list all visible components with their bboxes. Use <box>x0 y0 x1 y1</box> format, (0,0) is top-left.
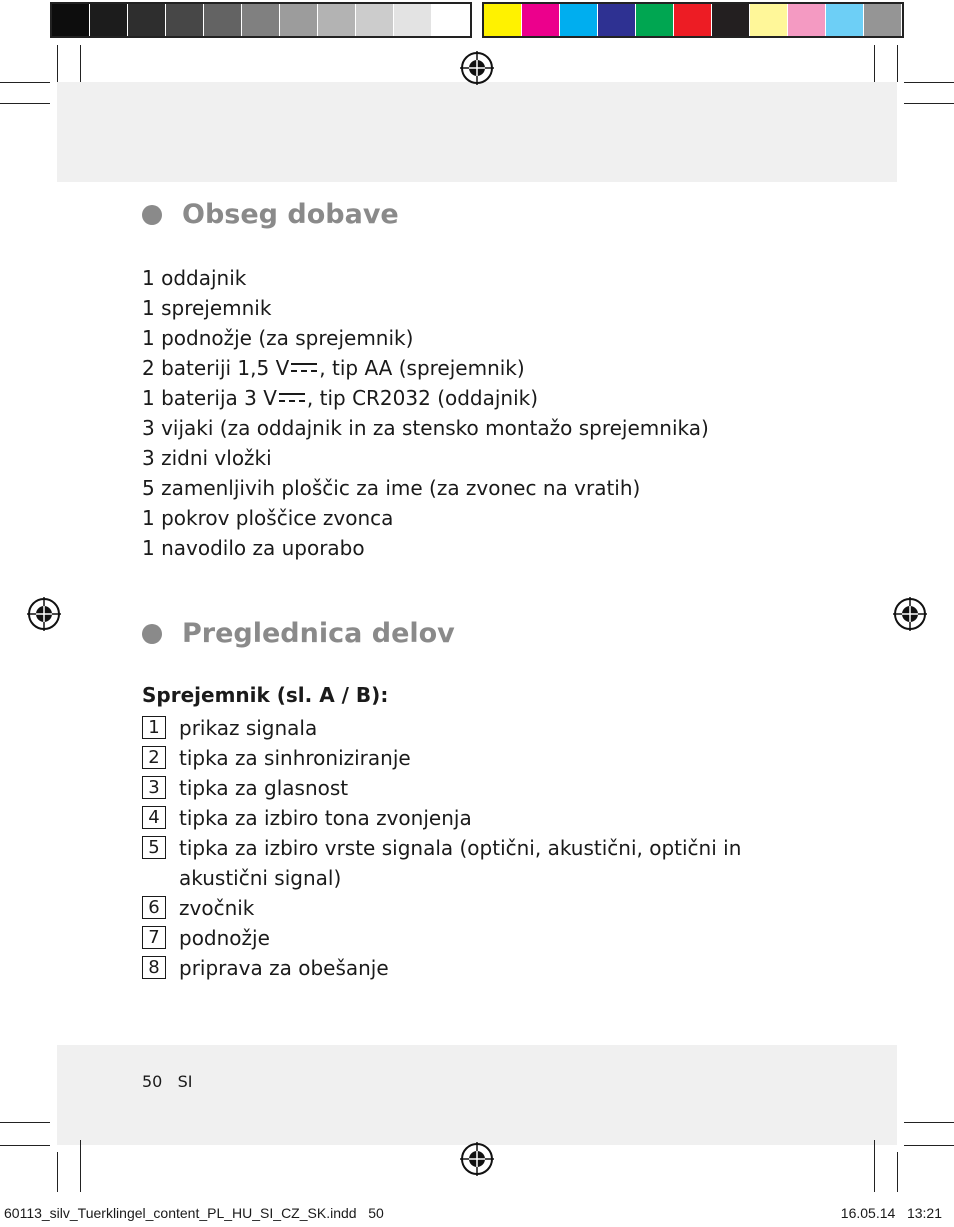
color-swatch <box>204 4 242 36</box>
color-swatch <box>712 4 750 36</box>
bullet-icon <box>142 624 162 644</box>
registration-mark-icon <box>460 51 494 85</box>
section-title: Obseg dobave <box>182 199 399 230</box>
crop-mark <box>897 45 898 82</box>
part-item <box>142 953 809 983</box>
list-item: 5 zamenljivih ploščic za ime (za zvonec na vratih) <box>142 476 641 500</box>
slug-date: 16.05.14 <box>840 1205 896 1221</box>
slug-page: 50 <box>368 1205 384 1221</box>
color-swatch <box>52 4 90 36</box>
color-swatch <box>280 4 318 36</box>
part-number-box: 2 <box>142 746 166 769</box>
subheading-receiver: Sprejemnik (sl. A / B): <box>142 683 389 707</box>
part-number-box: 8 <box>142 956 166 979</box>
crop-mark <box>0 103 50 104</box>
color-swatch <box>90 4 128 36</box>
crop-mark <box>874 45 875 82</box>
part-number-box: 3 <box>142 776 166 799</box>
color-swatch <box>242 4 280 36</box>
crop-mark <box>80 45 81 82</box>
color-swatch <box>674 4 712 36</box>
crop-mark <box>57 45 58 82</box>
color-swatch <box>522 4 560 36</box>
part-label: prikaz signala <box>179 716 318 740</box>
part-item <box>142 893 809 923</box>
crop-mark <box>0 1122 50 1123</box>
scope-list <box>142 263 709 563</box>
part-label: tipka za izbiro tona zvonjenja <box>179 806 472 830</box>
part-label: priprava za obešanje <box>179 956 389 980</box>
crop-mark <box>904 82 954 83</box>
color-swatch <box>166 4 204 36</box>
parts-list <box>142 713 809 983</box>
color-swatch <box>128 4 166 36</box>
list-item: 1 oddajnik <box>142 266 247 290</box>
slug-filename: 60113_silv_Tuerklingel_content_PL_HU_SI_CZ_SK.indd <box>4 1205 357 1221</box>
list-item <box>142 383 709 413</box>
registration-mark-icon <box>460 1142 494 1176</box>
page-footer <box>142 1072 193 1091</box>
crop-mark <box>904 103 954 104</box>
registration-mark-icon <box>27 597 61 631</box>
color-swatch <box>598 4 636 36</box>
crop-mark <box>904 1145 954 1146</box>
color-swatch <box>484 4 522 36</box>
battery-text: , tip AA (sprejemnik) <box>319 356 525 380</box>
header-panel <box>57 82 897 182</box>
part-label: zvočnik <box>179 896 255 920</box>
list-item <box>142 353 709 383</box>
battery-text: , tip CR2032 (oddajnik) <box>306 386 539 410</box>
part-item <box>142 773 809 803</box>
slug-file <box>4 1205 384 1221</box>
crop-mark <box>897 1152 898 1192</box>
list-item: 3 vijaki (za oddajnik in za stensko montažo sprejemnika) <box>142 416 709 440</box>
color-swatch <box>788 4 826 36</box>
bullet-icon <box>142 205 162 225</box>
part-label: podnožje <box>179 926 270 950</box>
part-label: tipka za sinhroniziranje <box>179 746 411 770</box>
list-item: 1 pokrov ploščice zvonca <box>142 506 394 530</box>
color-swatch <box>750 4 788 36</box>
list-item: 1 navodilo za uporabo <box>142 536 365 560</box>
part-item <box>142 833 809 893</box>
slug-datetime <box>841 1205 942 1221</box>
part-number-box: 7 <box>142 926 166 949</box>
grayscale-color-bar <box>50 2 472 38</box>
part-label: tipka za glasnost <box>179 776 349 800</box>
footer-panel <box>57 1045 897 1145</box>
part-item <box>142 803 809 833</box>
part-number-box: 5 <box>142 836 166 859</box>
crop-mark <box>0 1145 50 1146</box>
crop-mark <box>0 82 50 83</box>
part-item <box>142 713 809 743</box>
part-label: tipka za izbiro vrste signala (optični, akustični, optični in akustični signal) <box>179 836 742 890</box>
color-swatch <box>318 4 356 36</box>
slug-time: 13:21 <box>906 1205 942 1221</box>
color-swatch <box>356 4 394 36</box>
part-number-box: 1 <box>142 716 166 739</box>
crop-mark <box>80 1140 81 1192</box>
section-heading-scope <box>142 199 399 230</box>
page-number: 50 <box>142 1072 163 1091</box>
language-code: SI <box>177 1072 193 1091</box>
part-number-box: 6 <box>142 896 166 919</box>
part-item <box>142 743 809 773</box>
color-swatch <box>432 4 470 36</box>
color-swatch <box>864 4 902 36</box>
part-number-box: 4 <box>142 806 166 829</box>
section-title: Preglednica delov <box>182 618 455 649</box>
crop-mark <box>874 1140 875 1192</box>
battery-text: 1 baterija 3 V <box>142 386 277 410</box>
dc-symbol-icon <box>291 363 317 373</box>
dc-symbol-icon <box>279 393 305 403</box>
process-color-bar <box>482 2 904 38</box>
crop-mark <box>904 1122 954 1123</box>
list-item: 1 sprejemnik <box>142 296 272 320</box>
color-swatch <box>394 4 432 36</box>
battery-text: 2 bateriji 1,5 V <box>142 356 290 380</box>
list-item: 3 zidni vložki <box>142 446 272 470</box>
crop-mark <box>57 1152 58 1192</box>
part-item <box>142 923 809 953</box>
color-swatch <box>636 4 674 36</box>
color-swatch <box>826 4 864 36</box>
registration-mark-icon <box>893 597 927 631</box>
section-heading-parts <box>142 618 455 649</box>
color-swatch <box>560 4 598 36</box>
list-item: 1 podnožje (za sprejemnik) <box>142 326 414 350</box>
